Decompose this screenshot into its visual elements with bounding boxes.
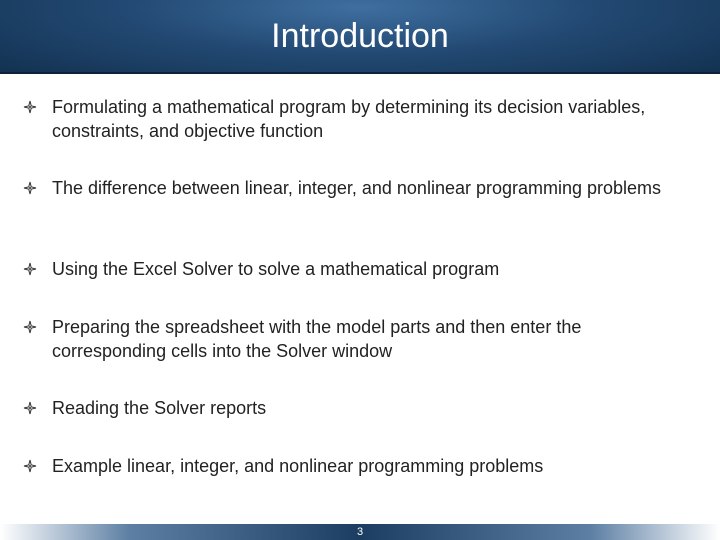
bullet-text: Reading the Solver reports (52, 398, 267, 418)
bullet-text: Example linear, integer, and nonlinear programming problems (52, 456, 544, 476)
bullet-text: Preparing the spreadsheet with the model parts and then enter the corresponding cells into the Solver window (52, 317, 582, 361)
bullet-text: Using the Excel Solver to solve a mathematical program (52, 259, 500, 279)
slide-title: Introduction (271, 17, 449, 55)
bullet-text: The difference between linear, integer, and nonlinear programming problems (52, 178, 662, 198)
diamond-star-bullet-icon (22, 400, 38, 416)
diamond-star-bullet-icon (22, 458, 38, 474)
page-number: 3 (356, 526, 364, 538)
bullet-text: Formulating a mathematical program by determining its decision variables, constraints, and objective function (52, 97, 646, 141)
diamond-star-bullet-icon (22, 261, 38, 277)
diamond-star-bullet-icon (22, 319, 38, 335)
diamond-star-bullet-icon (22, 99, 38, 115)
diamond-star-bullet-icon (22, 180, 38, 196)
